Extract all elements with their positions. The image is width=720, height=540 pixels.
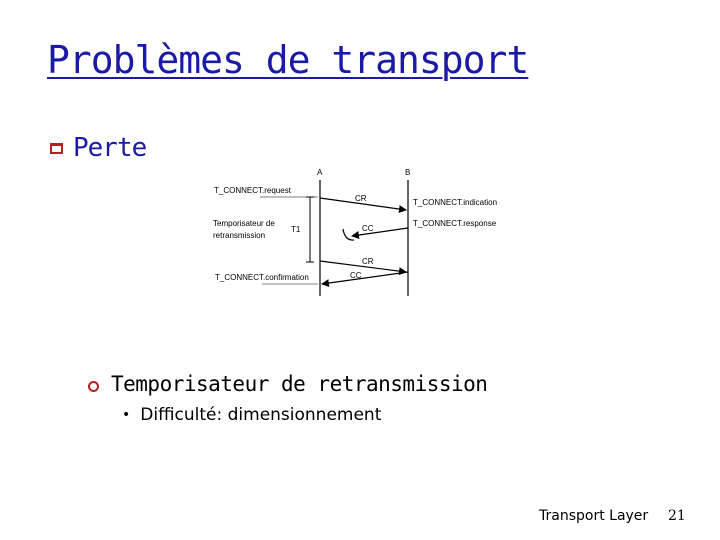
bullet-level3 — [122, 405, 381, 425]
circle-bullet-icon — [88, 381, 99, 392]
loss-curve — [343, 229, 354, 240]
host-a-label: A — [317, 168, 323, 177]
timer-t1-label: T1 — [291, 225, 301, 234]
bullet-level2-text: Temporisateur de retransmission — [111, 372, 488, 396]
label-response: T_CONNECT.response — [413, 219, 497, 228]
label-request: T_CONNECT.request — [214, 186, 291, 195]
dot-bullet-icon: • — [122, 407, 131, 423]
label-indication: T_CONNECT.indication — [413, 198, 498, 207]
message-cc-2 — [322, 272, 408, 284]
label-timer-line1: Temporisateur de — [213, 219, 275, 228]
message-label-cr-2: CR — [362, 257, 374, 266]
message-label-cc-2: CC — [350, 271, 362, 280]
bullet-level1-text: Perte — [73, 133, 147, 163]
bullet-level3-text: Difficulté: dimensionnement — [140, 405, 382, 425]
slide-title: Problèmes de transport — [47, 38, 529, 82]
message-label-cr-1: CR — [355, 194, 367, 203]
message-label-cc-1: CC — [362, 224, 374, 233]
page-number: 21 — [668, 508, 686, 524]
bullet-level2 — [88, 372, 487, 396]
message-cc-lost — [352, 228, 408, 236]
label-timer-line2: retransmission — [213, 231, 266, 240]
host-b-label: B — [405, 168, 411, 177]
footer-label: Transport Layer — [539, 508, 649, 524]
label-confirmation: T_CONNECT.confirmation — [215, 273, 309, 282]
